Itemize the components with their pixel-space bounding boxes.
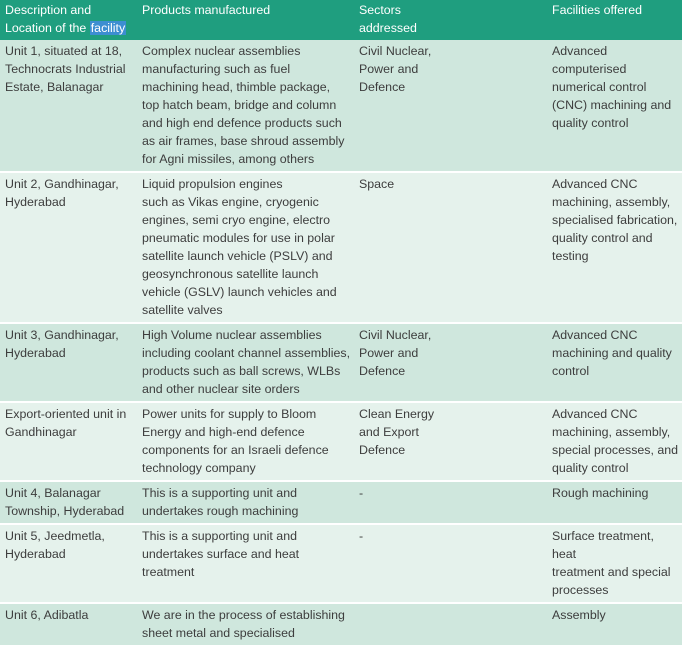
cell-line: pneumatic modules for use in polar xyxy=(142,231,335,245)
cell-line: undertakes rough machining xyxy=(142,504,299,518)
cell-line: machining and quality xyxy=(552,346,672,360)
cell-line: Unit 2, Gandhinagar, xyxy=(5,177,119,191)
cell-line: Hyderabad xyxy=(5,346,66,360)
cell-line: quality control xyxy=(552,116,629,130)
cell-line: Liquid propulsion engines xyxy=(142,177,283,191)
cell-line: for Agni missiles, among others xyxy=(142,152,315,166)
cell-line: This is a supporting unit and xyxy=(142,486,297,500)
cell-line: Technocrats Industrial xyxy=(5,62,126,76)
header-sectors-line2: addressed xyxy=(359,21,417,35)
column-header-sectors xyxy=(354,0,547,40)
cell-line: Energy and high-end defence xyxy=(142,425,305,439)
cell-line: technology company xyxy=(142,461,256,475)
table-body xyxy=(0,40,682,645)
cell-facilities xyxy=(547,323,682,402)
cell-line: Advanced CNC xyxy=(552,407,638,421)
cell-line: and high end defence products such xyxy=(142,116,342,130)
cell-line: testing xyxy=(552,249,589,263)
cell-products xyxy=(137,603,354,645)
cell-line: control xyxy=(552,364,590,378)
cell-line: machining, assembly, xyxy=(552,195,671,209)
column-header-products: Products manufactured xyxy=(137,0,354,40)
cell-line: manufacturing such as fuel xyxy=(142,62,291,76)
cell-line: Advanced CNC xyxy=(552,177,638,191)
header-description-line1: Description and xyxy=(5,3,92,17)
table-row xyxy=(0,323,682,402)
cell-line: Hyderabad xyxy=(5,195,66,209)
cell-facilities xyxy=(547,481,682,524)
cell-line: Surface treatment, heat xyxy=(552,529,654,561)
cell-description xyxy=(0,402,137,481)
cell-line: Defence xyxy=(359,80,406,94)
cell-products xyxy=(137,40,354,172)
table-row xyxy=(0,172,682,323)
cell-line: as air frames, base shroud assembly xyxy=(142,134,345,148)
cell-line: Civil Nuclear, xyxy=(359,44,432,58)
cell-line: Advanced xyxy=(552,44,608,58)
cell-line: top hatch beam, bridge and column xyxy=(142,98,337,112)
cell-line: specialised fabrication, xyxy=(552,213,678,227)
cell-sectors xyxy=(354,323,547,402)
header-sectors-line1: Sectors xyxy=(359,3,402,17)
table-row xyxy=(0,402,682,481)
cell-line: including coolant channel assemblies, xyxy=(142,346,351,360)
cell-line: Export-oriented unit in xyxy=(5,407,127,421)
highlighted-word: facility xyxy=(90,21,126,35)
cell-line: computerised xyxy=(552,62,627,76)
cell-line: engines, semi cryo engine, electro xyxy=(142,213,331,227)
cell-facilities xyxy=(547,524,682,603)
cell-line: numerical control xyxy=(552,80,647,94)
cell-description xyxy=(0,481,137,524)
cell-line: machining head, thimble package, xyxy=(142,80,331,94)
cell-line: processes xyxy=(552,583,609,597)
cell-line: and Export xyxy=(359,425,419,439)
cell-products xyxy=(137,481,354,524)
cell-products xyxy=(137,172,354,323)
cell-line: undertakes surface and heat xyxy=(142,547,300,561)
cell-line: Advanced CNC xyxy=(552,328,638,342)
table-row xyxy=(0,603,682,645)
cell-line: Unit 3, Gandhinagar, xyxy=(5,328,119,342)
cell-sectors xyxy=(354,402,547,481)
cell-line: such as Vikas engine, cryogenic xyxy=(142,195,319,209)
cell-line: special processes, and xyxy=(552,443,679,457)
cell-line: We are in the process of establishing xyxy=(142,608,345,622)
cell-sectors xyxy=(354,40,547,172)
column-header-facilities: Facilities offered xyxy=(547,0,682,40)
cell-line: - xyxy=(359,529,364,543)
cell-line: geosynchronous satellite launch xyxy=(142,267,319,281)
cell-line: Gandhinagar xyxy=(5,425,77,439)
cell-line: Unit 4, Balanagar xyxy=(5,486,101,500)
table-row xyxy=(0,524,682,603)
cell-line: Assembly xyxy=(552,608,606,622)
header-description-line2: Location of the xyxy=(5,21,90,35)
cell-line: - xyxy=(359,486,364,500)
cell-sectors xyxy=(354,172,547,323)
cell-line: This is a supporting unit and xyxy=(142,529,297,543)
cell-line: machining, assembly, xyxy=(552,425,671,439)
cell-line: Civil Nuclear, xyxy=(359,328,432,342)
cell-sectors xyxy=(354,524,547,603)
cell-line: High Volume nuclear assemblies xyxy=(142,328,322,342)
cell-line: quality control and xyxy=(552,231,653,245)
cell-products xyxy=(137,524,354,603)
column-header-description xyxy=(0,0,137,40)
cell-line: Space xyxy=(359,177,395,191)
cell-line: Complex nuclear assemblies xyxy=(142,44,301,58)
cell-description xyxy=(0,524,137,603)
cell-line: (CNC) machining and xyxy=(552,98,672,112)
cell-line: Power and xyxy=(359,62,419,76)
cell-line: components for an Israeli defence xyxy=(142,443,329,457)
table-row xyxy=(0,40,682,172)
cell-facilities xyxy=(547,172,682,323)
cell-line: Unit 6, Adibatla xyxy=(5,608,89,622)
cell-description xyxy=(0,172,137,323)
cell-line: satellite launch vehicle (PSLV) and xyxy=(142,249,333,263)
cell-line: Unit 5, Jeedmetla, xyxy=(5,529,105,543)
cell-line: Clean Energy xyxy=(359,407,435,421)
cell-line: Rough machining xyxy=(552,486,649,500)
cell-facilities xyxy=(547,40,682,172)
cell-description xyxy=(0,40,137,172)
cell-line: satellite valves xyxy=(142,303,223,317)
cell-line: and other nuclear site orders xyxy=(142,382,300,396)
cell-line: products such as ball screws, WLBs xyxy=(142,364,341,378)
cell-description xyxy=(0,603,137,645)
cell-line: treatment xyxy=(142,565,195,579)
cell-line: sheet metal and specialised xyxy=(142,626,295,640)
cell-line: quality control xyxy=(552,461,629,475)
cell-sectors xyxy=(354,603,547,645)
cell-line: Hyderabad xyxy=(5,547,66,561)
cell-sectors xyxy=(354,481,547,524)
cell-line: vehicle (GSLV) launch vehicles and xyxy=(142,285,337,299)
cell-line: Unit 1, situated at 18, xyxy=(5,44,123,58)
cell-line: Power units for supply to Bloom xyxy=(142,407,317,421)
cell-facilities xyxy=(547,603,682,645)
cell-products xyxy=(137,323,354,402)
cell-line: Power and xyxy=(359,346,419,360)
cell-line: Township, Hyderabad xyxy=(5,504,125,518)
cell-products xyxy=(137,402,354,481)
header-row xyxy=(0,0,682,40)
table-row xyxy=(0,481,682,524)
cell-line: Defence xyxy=(359,364,406,378)
cell-facilities xyxy=(547,402,682,481)
cell-description xyxy=(0,323,137,402)
cell-line: treatment and special xyxy=(552,565,671,579)
cell-line: Defence xyxy=(359,443,406,457)
cell-line: Estate, Balanagar xyxy=(5,80,104,94)
